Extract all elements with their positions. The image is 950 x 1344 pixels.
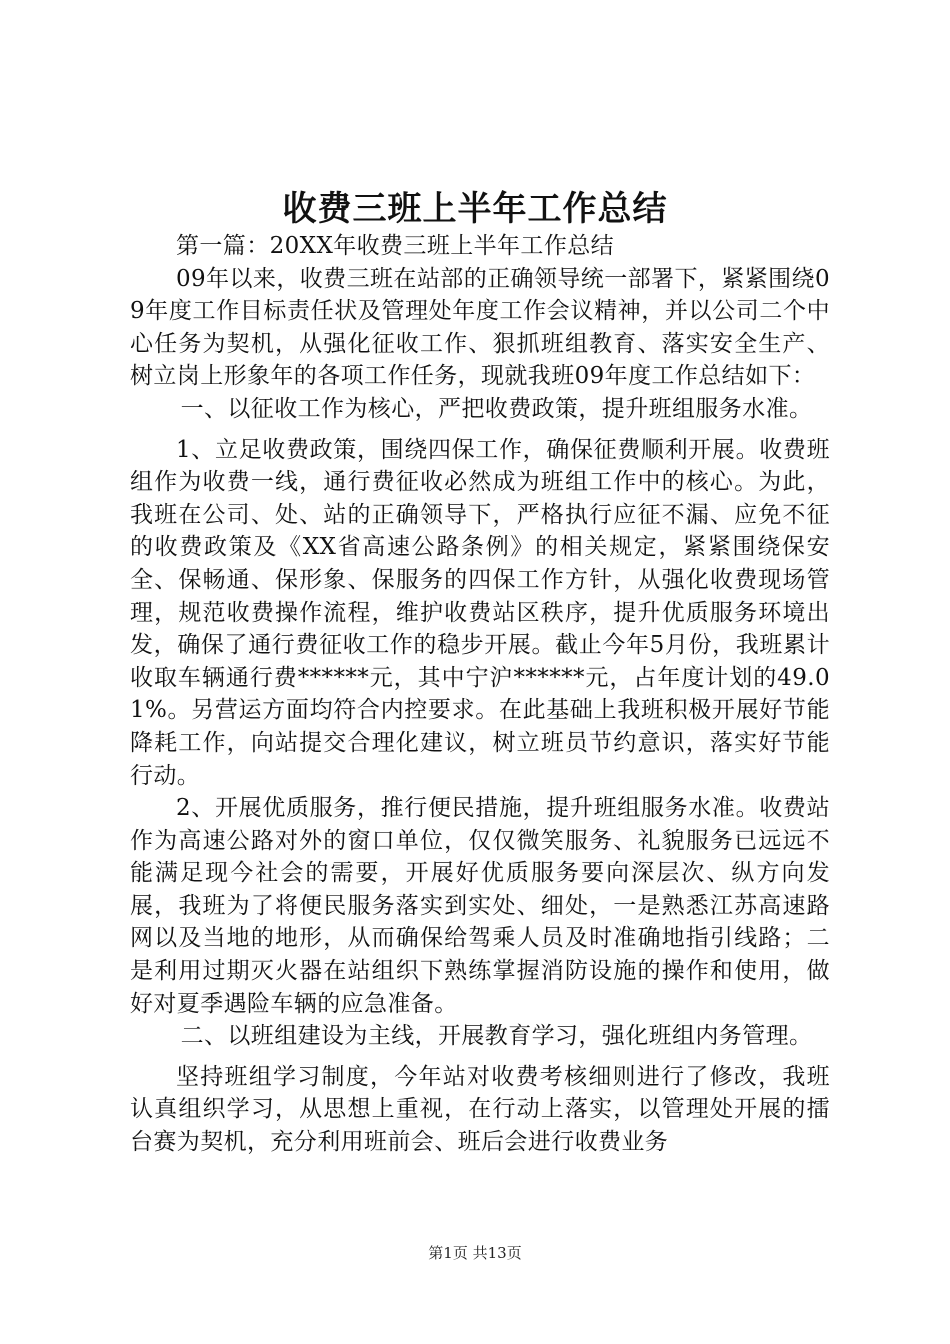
section-heading: 二、以班组建设为主线，开展教育学习，强化班组内务管理。 (180, 1023, 813, 1050)
body-paragraph: 1、立足收费政策，围绕四保工作，确保征费顺利开展。收费班组作为收费一线，通行费征收必然成为班组工作中的核心。为此，我班在公司、处、站的正确领导下，严格执行应征不漏、应免不征的收费政策及《XX省高速公路条例》的相关规定，紧紧围绕保安全、保畅通、保形象、保服务的四保工作方针，从强化收费现场管理，规范收费操作流程，维护收费站区秩序，提升优质服务环境出发，确保了通行费征收工作的稳步开展。截止今年5月份，我班累计收取车辆通行费******元，其中宁沪******元，占年度计划的49.01%。另营运方面均符合内控要求。在此基础上我班积极开展好节能降耗工作，向站提交合理化建议，树立班员节约意识，落实好节能行动。 (130, 436, 830, 789)
body-paragraph: 09年以来，收费三班在站部的正确领导统一部署下，紧紧围绕09年度工作目标责任状及管理处年度工作会议精神，并以公司二个中心任务为契机，从强化征收工作、狠抓班组教育、落实安全生产、树立岗上形象年的各项工作任务，现就我班09年度工作总结如下： (130, 265, 830, 390)
body-paragraph: 坚持班组学习制度，今年站对收费考核细则进行了修改，我班认真组织学习，从思想上重视，在行动上落实，以管理处开展的擂台赛为契机，充分利用班前会、班后会进行收费业务 (130, 1063, 830, 1156)
page-footer: 第1页 共13页 (428, 1244, 522, 1262)
document-title: 收费三班上半年工作总结 (282, 189, 668, 229)
section-heading: 一、以征收工作为核心，严把收费政策，提升班组服务水准。 (180, 395, 813, 422)
body-paragraph: 2、开展优质服务，推行便民措施，提升班组服务水准。收费站作为高速公路对外的窗口单位，仅仅微笑服务、礼貌服务已远远不能满足现今社会的需要，开展好优质服务要向深层次、纵方向发展，我班为了将便民服务落实到实处、细处，一是熟悉江苏高速路网以及当地的地形，从而确保给驾乘人员及时准确地指引线路；二是利用过期灭火器在站组织下熟练掌握消防设施的操作和使用，做好对夏季遇险车辆的应急准备。 (130, 795, 830, 1017)
section-heading: 第一篇：20XX年收费三班上半年工作总结 (176, 233, 615, 259)
document-body (130, 230, 830, 1159)
